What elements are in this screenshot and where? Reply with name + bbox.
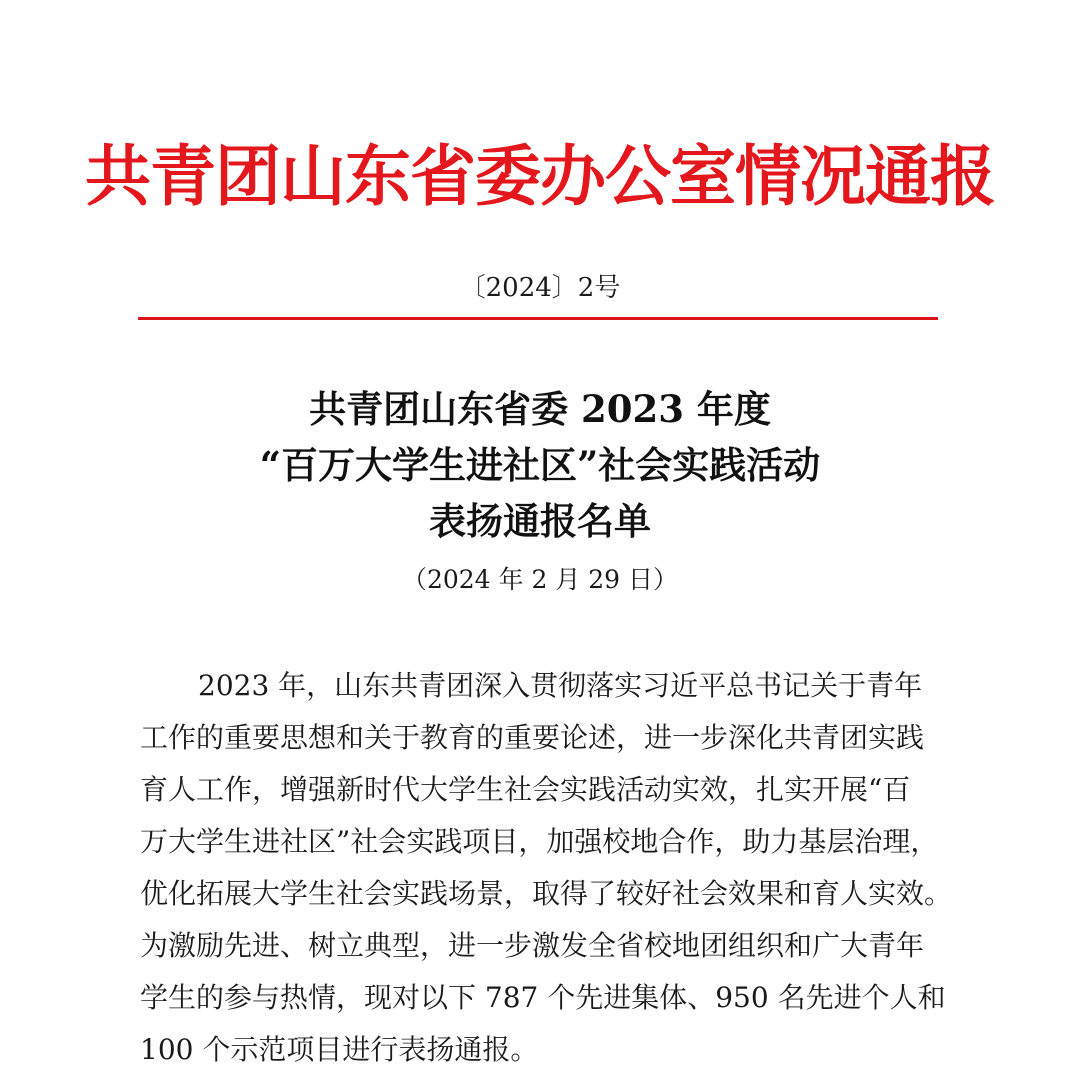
- red-divider-line: [138, 317, 938, 320]
- body-paragraph: [140, 660, 953, 1076]
- body-line-6: 为激励先进、树立典型，进一步激发全省校地团组织和广大青年: [140, 929, 925, 962]
- document-number: 〔2024〕2号: [459, 273, 621, 303]
- document-title: [0, 381, 1080, 549]
- title-line-3: 表扬通报名单: [429, 499, 651, 543]
- body-line-4: 万大学生进社区”社会实践项目，加强校地合作，助力基层治理，: [140, 825, 939, 858]
- document-masthead: 共青团山东省委办公室情况通报: [85, 137, 995, 215]
- title-line-1: 共青团山东省委 2023 年度: [309, 387, 771, 431]
- document-date: （2024 年 2 月 29 日）: [401, 565, 679, 594]
- body-line-3: 育人工作，增强新时代大学生社会实践活动实效，扎实开展“百: [140, 773, 911, 806]
- body-line-5: 优化拓展大学生社会实践场景，取得了较好社会效果和育人实效。: [140, 877, 953, 910]
- body-line-1: 2023 年，山东共青团深入贯彻落实习近平总书记关于青年: [198, 669, 923, 702]
- body-line-7: 学生的参与热情，现对以下 787 个先进集体、950 名先进个人和: [140, 981, 946, 1014]
- body-line-8: 100 个示范项目进行表扬通报。: [140, 1033, 539, 1066]
- title-line-2: “百万大学生进社区”社会实践活动: [259, 443, 821, 487]
- body-line-2: 工作的重要思想和关于教育的重要论述，进一步深化共青团实践: [140, 721, 925, 754]
